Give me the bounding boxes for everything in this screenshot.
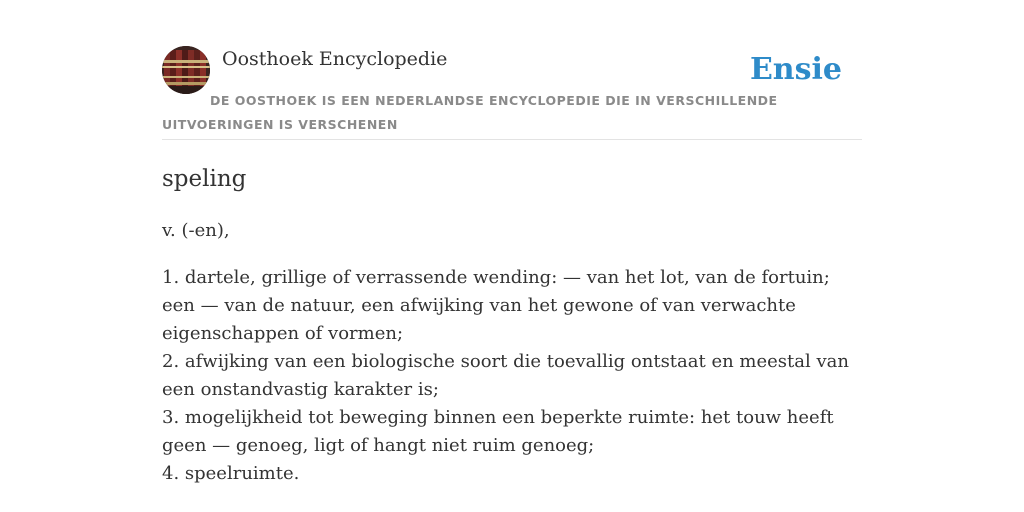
definition-item: 4. speelruimte. — [162, 463, 300, 484]
brand-logo[interactable]: Ensie — [749, 52, 842, 87]
site-title[interactable]: Oosthoek Encyclopedie — [222, 48, 448, 70]
entry-definitions — [162, 264, 862, 488]
definition-item: 1. dartele, grillige of verrassende wending: — van het lot, van de fortuin; een — van de natuur, een afwijking van het gewone of van verwachte eigenschappen of vormen; — [162, 267, 830, 344]
page-container — [162, 46, 862, 488]
definition-item: 2. afwijking van een biologische soort die toevallig ontstaat en meestal van een onstandvastig karakter is; — [162, 351, 849, 400]
entry-grammar: v. (-en), — [162, 220, 230, 241]
site-subtitle: DE OOSTHOEK IS EEN NEDERLANDSE ENCYCLOPEDIE DIE IN VERSCHILLENDE UITVOERINGEN IS VERSCHENEN — [162, 93, 778, 132]
encyclopedia-books-icon[interactable] — [162, 46, 210, 94]
entry-word: speling — [162, 166, 247, 192]
definition-item: 3. mogelijkheid tot beweging binnen een beperkte ruimte: het touw heeft geen — genoeg, ligt of hangt niet ruim genoeg; — [162, 407, 834, 456]
site-header — [162, 46, 862, 140]
